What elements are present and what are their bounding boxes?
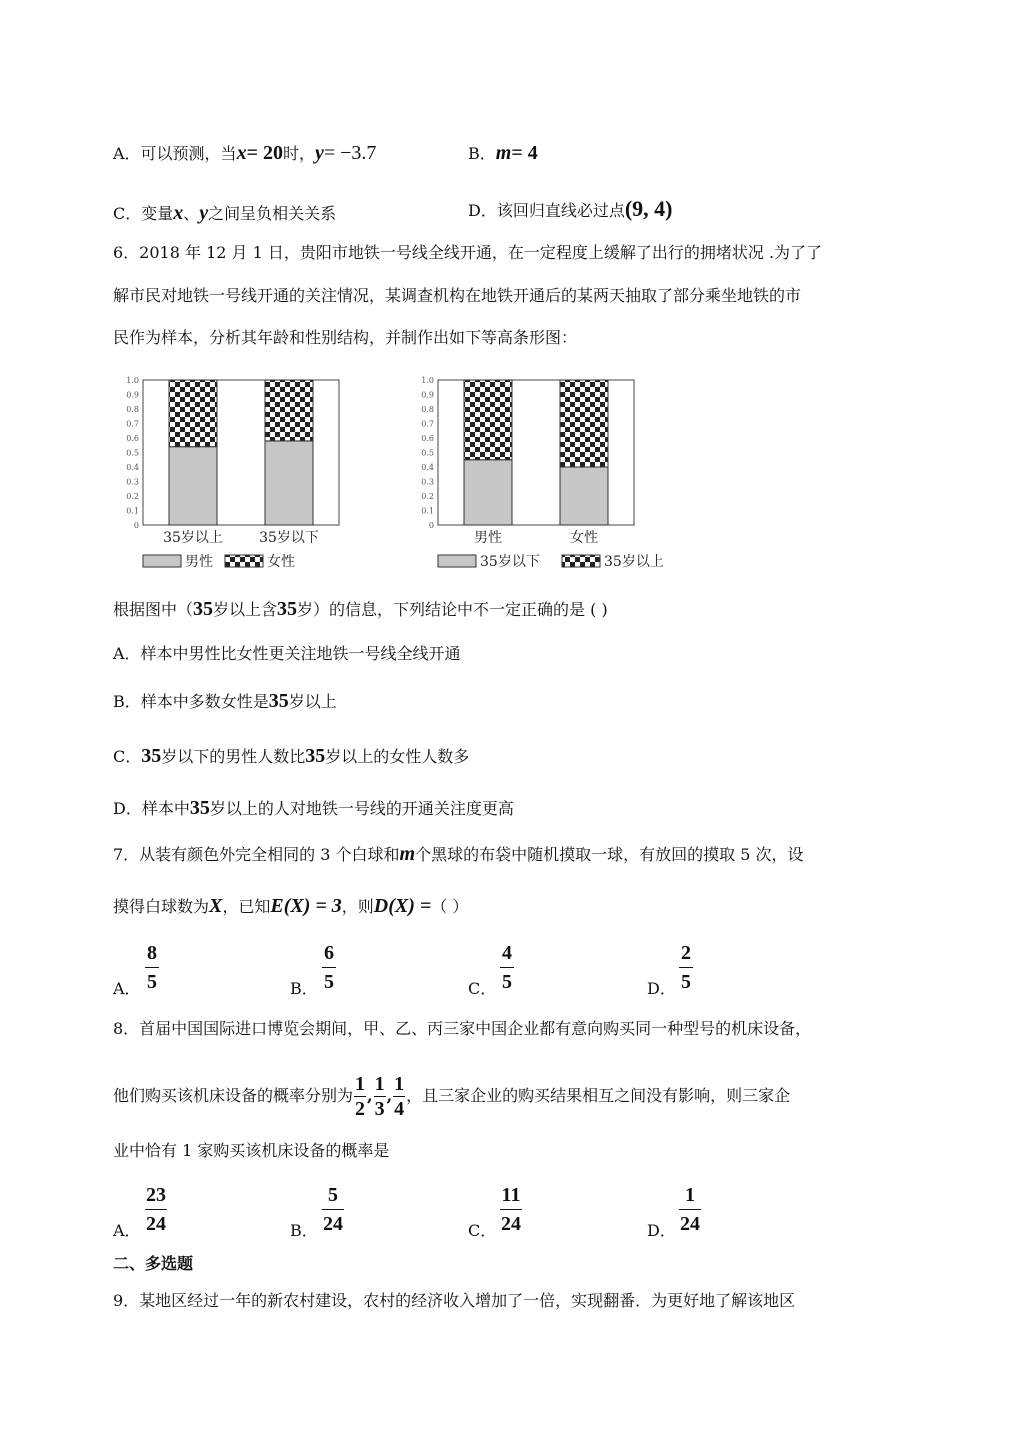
option-letter: A． bbox=[113, 1221, 141, 1240]
fraction-bar bbox=[322, 1209, 344, 1210]
math-x: x bbox=[173, 202, 184, 224]
q6-option-d: D．样本中35岁以上的人对地铁一号线的开通关注度更高 bbox=[113, 797, 514, 819]
fraction-option bbox=[145, 942, 159, 993]
y-tick-label: 0.1 bbox=[421, 506, 434, 516]
math-x: x bbox=[236, 142, 247, 164]
q5-option-b: B．m= 4 bbox=[468, 142, 538, 164]
fraction-bar bbox=[354, 1096, 366, 1097]
fraction-numerator: 1 bbox=[355, 1073, 366, 1095]
option-letter: B． bbox=[290, 979, 318, 998]
y-tick-label: 0.9 bbox=[421, 390, 434, 400]
chart-age-vs-gender bbox=[115, 372, 375, 582]
fraction-numerator: 8 bbox=[147, 942, 157, 964]
option-letter: A． bbox=[113, 979, 141, 998]
fraction-denominator: 5 bbox=[324, 971, 334, 993]
math-point: (9, 4) bbox=[624, 196, 673, 221]
fraction-numerator: 1 bbox=[394, 1073, 405, 1095]
fraction-bar bbox=[679, 967, 693, 968]
fraction-probability bbox=[354, 1074, 366, 1119]
fraction-denominator: 2 bbox=[355, 1098, 366, 1120]
fraction-denominator: 24 bbox=[323, 1213, 343, 1235]
q5-option-c: C．变量x、y之间呈负相关关系 bbox=[113, 202, 337, 224]
q5-option-d: D．该回归直线必过点(9, 4) bbox=[468, 196, 673, 221]
fraction-bar bbox=[145, 967, 159, 968]
legend-label: 35岁以下 bbox=[480, 554, 540, 570]
fraction-numerator: 6 bbox=[324, 942, 334, 964]
q6-option-a: A．样本中男性比女性更关注地铁一号线全线开通 bbox=[113, 644, 461, 663]
y-tick-label: 0.7 bbox=[421, 419, 434, 429]
x-category-label: 男性 bbox=[474, 530, 502, 546]
fraction-probability bbox=[393, 1074, 405, 1119]
bar-segment bbox=[464, 460, 512, 525]
math-eq-20: = 20 bbox=[246, 142, 283, 164]
y-tick-label: 0.4 bbox=[126, 463, 139, 472]
fraction-bar bbox=[500, 1209, 522, 1210]
y-tick-label: 0.7 bbox=[126, 419, 139, 429]
bar-segment bbox=[560, 380, 608, 467]
fraction-numerator: 2 bbox=[681, 942, 691, 964]
legend-label: 35岁以上 bbox=[604, 554, 664, 570]
fraction-numerator: 11 bbox=[501, 1184, 521, 1206]
option-letter: B． bbox=[290, 1221, 318, 1240]
y-tick-label: 0.8 bbox=[126, 405, 139, 414]
section-title-multi-choice: 二、多选题 bbox=[113, 1254, 194, 1273]
y-tick-label: 0.5 bbox=[126, 448, 139, 458]
y-tick-label: 0.6 bbox=[421, 434, 434, 443]
fraction-bar bbox=[393, 1096, 405, 1097]
y-tick-label: 0.8 bbox=[421, 405, 434, 414]
y-tick-label: 1.0 bbox=[421, 376, 434, 385]
fraction-option bbox=[322, 1184, 344, 1235]
q6-option-b: B．样本中多数女性是35岁以上 bbox=[113, 690, 337, 712]
y-tick-label: 0.6 bbox=[126, 434, 139, 443]
fraction-option bbox=[679, 1184, 701, 1235]
fraction-denominator: 4 bbox=[394, 1098, 405, 1120]
fraction-denominator: 5 bbox=[502, 971, 512, 993]
x-category-label: 女性 bbox=[570, 530, 598, 546]
legend-swatch bbox=[143, 555, 181, 567]
option-letter: D． bbox=[647, 979, 676, 998]
option-letter: D． bbox=[647, 1221, 676, 1240]
q7-stem-line2: 摸得白球数为X，已知E(X) = 3，则D(X) =（ ） bbox=[113, 895, 469, 917]
fraction-probability bbox=[374, 1074, 386, 1119]
math-neg-3-7: = −3.7 bbox=[323, 142, 377, 164]
legend-label: 女性 bbox=[267, 554, 295, 570]
fraction-option bbox=[322, 942, 336, 993]
fraction-bar bbox=[145, 1209, 167, 1210]
q6-option-c: C．35岁以下的男性人数比35岁以上的女性人数多 bbox=[113, 745, 470, 767]
y-tick-label: 0.5 bbox=[421, 448, 434, 458]
q8-stem-line3: 业中恰有 1 家购买该机床设备的概率是 bbox=[113, 1141, 390, 1160]
option-letter: C． bbox=[468, 1221, 497, 1240]
y-tick-label: 0 bbox=[133, 521, 139, 530]
chart-gender-vs-age bbox=[410, 372, 670, 582]
q6-stem-line1: 6．2018 年 12 月 1 日，贵阳市地铁一号线全线开通，在一定程度上缓解了出行的拥堵状况 .为了了 bbox=[113, 243, 823, 262]
legend-swatch bbox=[438, 555, 476, 567]
option-letter: C． bbox=[468, 979, 497, 998]
q7-stem-line1: 7．从装有颜色外完全相同的 3 个白球和m个黑球的布袋中随机摸取一球，有放回的摸取 5 次，设 bbox=[113, 843, 804, 865]
fraction-denominator: 24 bbox=[680, 1213, 700, 1235]
fraction-numerator: 1 bbox=[374, 1073, 385, 1095]
bar-segment bbox=[265, 441, 313, 525]
fraction-option bbox=[500, 1184, 522, 1235]
math-m: m bbox=[495, 142, 512, 164]
fraction-option bbox=[145, 1184, 167, 1235]
fraction-numerator: 23 bbox=[146, 1184, 166, 1206]
q9-stem-line1: 9．某地区经过一年的新农村建设，农村的经济收入增加了一倍，实现翻番．为更好地了解该地区 bbox=[113, 1291, 796, 1310]
math-eq-4: = 4 bbox=[511, 142, 538, 164]
fraction-bar bbox=[322, 967, 336, 968]
fraction-numerator: 4 bbox=[502, 942, 512, 964]
y-tick-label: 0.2 bbox=[421, 492, 434, 501]
fraction-option bbox=[679, 942, 693, 993]
fraction-bar bbox=[374, 1096, 386, 1097]
bar-segment bbox=[169, 447, 217, 525]
y-tick-label: 0.2 bbox=[126, 492, 139, 501]
fraction-bar bbox=[500, 967, 514, 968]
y-tick-label: 0 bbox=[428, 521, 434, 530]
y-tick-label: 0.3 bbox=[421, 477, 434, 487]
bar-segment bbox=[169, 380, 217, 447]
y-tick-label: 0.1 bbox=[126, 506, 139, 516]
y-tick-label: 0.4 bbox=[421, 463, 434, 472]
y-tick-label: 1.0 bbox=[126, 376, 139, 385]
x-category-label: 35岁以下 bbox=[259, 530, 319, 546]
legend-swatch bbox=[225, 555, 263, 567]
separator-comma: , bbox=[367, 1086, 373, 1105]
x-category-label: 35岁以上 bbox=[163, 530, 223, 546]
legend-swatch bbox=[562, 555, 600, 567]
legend-label: 男性 bbox=[185, 554, 213, 570]
q8-stem-line2: 他们购买该机床设备的概率分别为 $\frac{1}{2}$ , $\frac{1}{3}$ , $\frac{1}{4}$ ，且三家企业的购买结果相互之间没有影响，则三家企 bbox=[113, 1073, 791, 1120]
bar-segment bbox=[265, 380, 313, 441]
q8-stem-line1: 8．首届中国国际进口博览会期间，甲、乙、丙三家中国企业都有意向购买同一种型号的机床设备， bbox=[113, 1019, 812, 1038]
y-tick-label: 0.9 bbox=[126, 390, 139, 400]
math-y: y bbox=[199, 202, 209, 224]
q5-option-a: A．可以预测，当x= 20时，y= −3.7 bbox=[113, 142, 377, 164]
q6-question: 根据图中（35岁以上含35岁）的信息，下列结论中不一定正确的是 ( ) bbox=[113, 598, 608, 620]
bar-segment bbox=[464, 380, 512, 460]
fraction-numerator: 5 bbox=[328, 1184, 338, 1206]
fraction-denominator: 3 bbox=[374, 1098, 385, 1120]
fraction-numerator: 1 bbox=[685, 1184, 695, 1206]
q6-stem-line2: 解市民对地铁一号线开通的关注情况，某调查机构在地铁开通后的某两天抽取了部分乘坐地铁的市 bbox=[113, 286, 802, 305]
fraction-denominator: 24 bbox=[146, 1213, 166, 1235]
fraction-denominator: 24 bbox=[501, 1213, 521, 1235]
separator-comma: , bbox=[386, 1086, 393, 1105]
q6-stem-line3: 民作为样本，分析其年龄和性别结构，并制作出如下等高条形图： bbox=[113, 328, 578, 347]
bar-segment bbox=[560, 467, 608, 525]
probability-list bbox=[353, 1073, 406, 1120]
fraction-option bbox=[500, 942, 514, 993]
fraction-bar bbox=[679, 1209, 701, 1210]
y-tick-label: 0.3 bbox=[126, 477, 139, 487]
math-y: y bbox=[314, 142, 324, 164]
fraction-denominator: 5 bbox=[147, 971, 157, 993]
fraction-denominator: 5 bbox=[681, 971, 691, 993]
